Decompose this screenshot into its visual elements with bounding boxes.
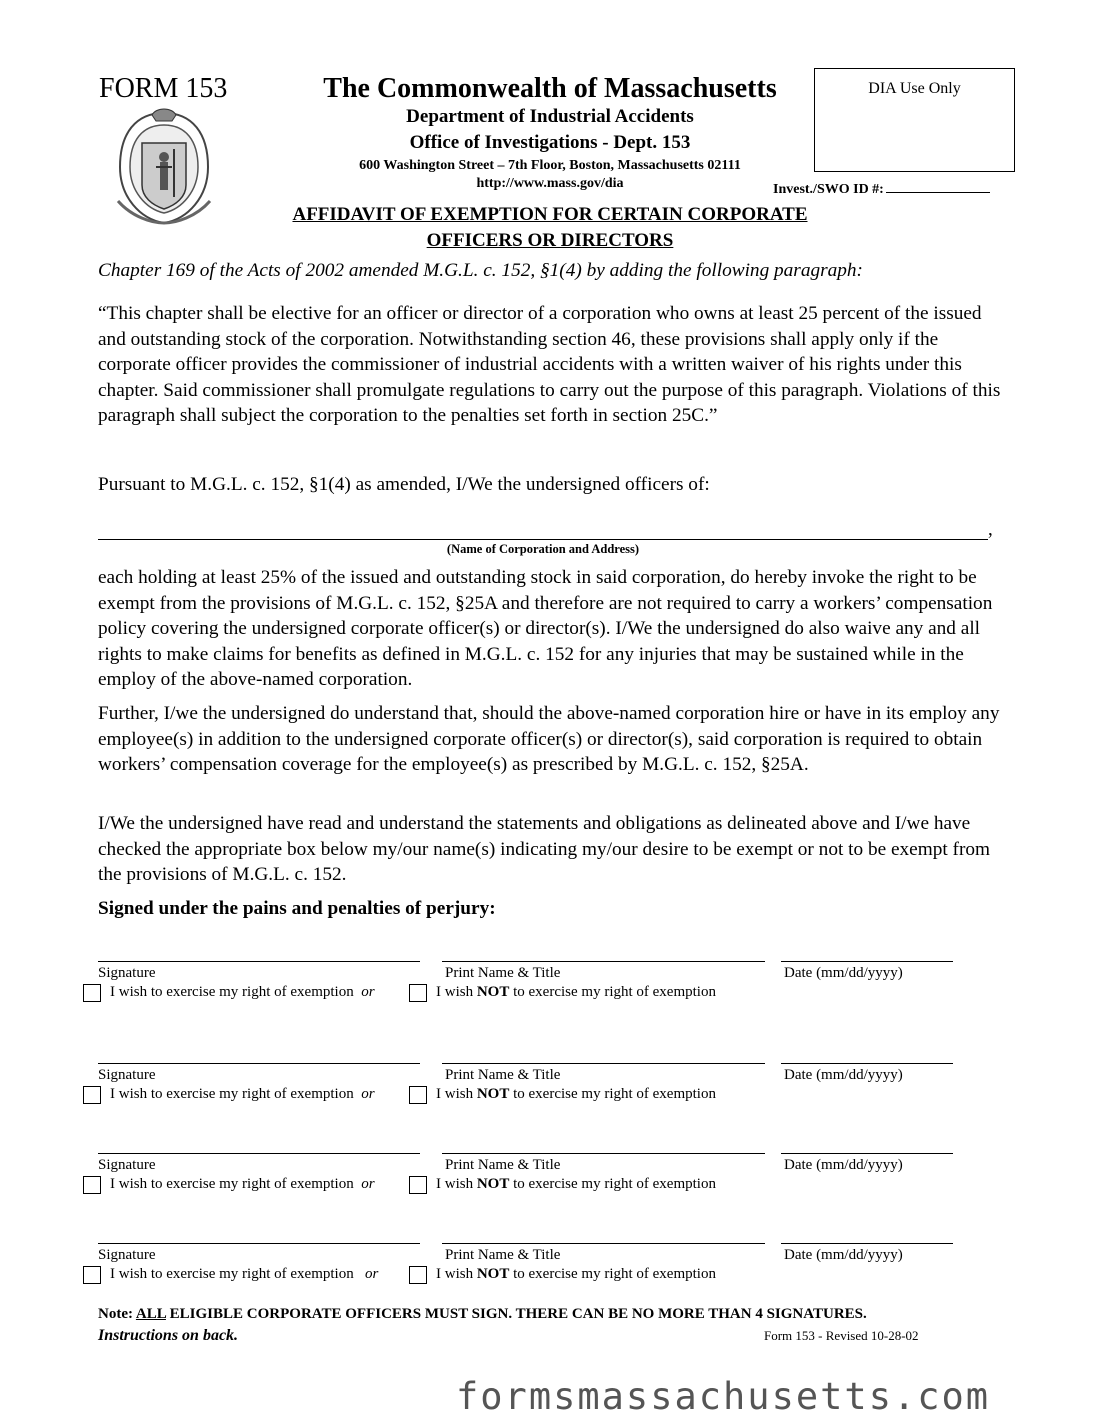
print-name-label: Print Name & Title (445, 1067, 561, 1083)
print-name-label: Print Name & Title (445, 1247, 561, 1263)
page-title: The Commonwealth of Massachusetts (323, 73, 777, 104)
exempt-option (110, 984, 375, 1001)
not-prefix: I wish (436, 984, 474, 1000)
not-prefix: I wish (436, 1176, 474, 1192)
date-line[interactable] (781, 1063, 953, 1064)
office-address: 600 Washington Street – 7th Floor, Boston, Massachusetts 02111 (359, 158, 741, 173)
signature-block (0, 1243, 1097, 1303)
perjury-statement: Signed under the pains and penalties of perjury: (98, 898, 496, 919)
exempt-option-label: I wish to exercise my right of exemption (110, 1176, 354, 1192)
print-name-line[interactable] (442, 1063, 765, 1064)
exempt-checkbox[interactable] (83, 1176, 101, 1194)
heading-line-2: OFFICERS OR DIRECTORS (426, 230, 674, 251)
intro-text: Chapter 169 of the Acts of 2002 amended M.G.L. c. 152, §1(4) by adding the following paragraph: (98, 260, 863, 281)
affidavit-heading (200, 202, 900, 254)
signature-block (0, 961, 1097, 1021)
statute-quote: “This chapter shall be elective for an officer or director of a corporation who owns at least 25 percent of the issued and outstanding stock of the corporation. Notwithstanding section 46, these provisions shall apply only if the corporate officer provides the commissioner of industrial accidents with a written waiver of his rights under this chapter. Said commissioner shall promulgate regulations to carry out the purpose of this paragraph. Violations of this paragraph shall subject the corporation to the penalties set forth in section 25C.” (98, 303, 1001, 426)
not-exempt-option (436, 1266, 716, 1283)
date-line[interactable] (781, 961, 953, 962)
not-word: NOT (476, 1176, 510, 1192)
signature-block (0, 1063, 1097, 1123)
exempt-checkbox[interactable] (83, 1086, 101, 1104)
corporation-name-field[interactable] (98, 521, 988, 540)
dia-use-only-label: DIA Use Only (868, 80, 961, 97)
not-suffix: to exercise my right of exemption (513, 1176, 716, 1192)
heading-line-1: AFFIDAVIT OF EXEMPTION FOR CERTAIN CORPORATE (292, 204, 808, 225)
not-suffix: to exercise my right of exemption (513, 1266, 716, 1282)
date-label: Date (mm/dd/yyyy) (784, 965, 903, 981)
date-line[interactable] (781, 1243, 953, 1244)
not-prefix: I wish (436, 1266, 474, 1282)
invest-id-blank[interactable] (886, 180, 990, 193)
note-prefix: Note: (98, 1306, 136, 1322)
acknowledgement-paragraph: I/We the undersigned have read and understand the statements and obligations as delineated above and I/we have checked the appropriate box below my/our name(s) indicating my/our desire to be exempt or not to be exempt from the provisions of M.G.L. c. 152. (98, 813, 991, 885)
print-name-line[interactable] (442, 961, 765, 962)
not-exempt-option (436, 1086, 716, 1103)
not-word: NOT (476, 984, 510, 1000)
signature-block (0, 1153, 1097, 1213)
print-name-line[interactable] (442, 1243, 765, 1244)
date-label: Date (mm/dd/yyyy) (784, 1067, 903, 1083)
corporation-comma: , (988, 519, 993, 540)
not-word: NOT (476, 1086, 510, 1102)
signature-label: Signature (98, 1157, 156, 1173)
department-name: Department of Industrial Accidents (406, 106, 694, 127)
invest-id-label: Invest./SWO ID #: (773, 182, 884, 197)
date-label: Date (mm/dd/yyyy) (784, 1247, 903, 1263)
or-label: or (361, 1086, 375, 1102)
not-word: NOT (476, 1266, 510, 1282)
note-all: ALL (135, 1306, 166, 1322)
date-line[interactable] (781, 1153, 953, 1154)
signature-label: Signature (98, 1067, 156, 1083)
or-label: or (364, 1266, 379, 1282)
or-label: or (361, 1176, 375, 1192)
or-label: or (361, 984, 375, 1000)
exempt-option (110, 1176, 375, 1193)
not-exempt-checkbox[interactable] (409, 1086, 427, 1104)
website-url[interactable]: http://www.mass.gov/dia (476, 176, 624, 191)
note-instructions: Instructions on back. (98, 1327, 239, 1344)
exempt-checkbox[interactable] (83, 1266, 101, 1284)
signature-label: Signature (98, 1247, 156, 1263)
not-exempt-option (436, 1176, 716, 1193)
invest-id-field[interactable] (773, 180, 990, 198)
not-suffix: to exercise my right of exemption (513, 984, 716, 1000)
print-name-label: Print Name & Title (445, 965, 561, 981)
signature-line[interactable] (98, 1063, 420, 1064)
exempt-option-label: I wish to exercise my right of exemption (110, 1086, 354, 1102)
print-name-label: Print Name & Title (445, 1157, 561, 1173)
dia-use-only-box (814, 68, 1015, 172)
signature-label: Signature (98, 965, 156, 981)
signature-line[interactable] (98, 961, 420, 962)
exempt-option (110, 1266, 378, 1283)
not-exempt-option (436, 984, 716, 1001)
exempt-checkbox[interactable] (83, 984, 101, 1002)
not-exempt-checkbox[interactable] (409, 1266, 427, 1284)
date-label: Date (mm/dd/yyyy) (784, 1157, 903, 1173)
not-prefix: I wish (436, 1086, 474, 1102)
exempt-option-label: I wish to exercise my right of exemption (110, 984, 354, 1000)
watermark: formsmassachusetts.com (456, 1375, 991, 1418)
pursuant-text: Pursuant to M.G.L. c. 152, §1(4) as amended, I/We the undersigned officers of: (98, 474, 710, 495)
not-exempt-checkbox[interactable] (409, 984, 427, 1002)
note-text: ELIGIBLE CORPORATE OFFICERS MUST SIGN. THERE CAN BE NO MORE THAN 4 SIGNATURES. (165, 1306, 867, 1322)
form-number: FORM 153 (99, 73, 228, 104)
print-name-line[interactable] (442, 1153, 765, 1154)
corporation-field-label: (Name of Corporation and Address) (446, 542, 640, 556)
not-exempt-checkbox[interactable] (409, 1176, 427, 1194)
exempt-option (110, 1086, 375, 1103)
employee-paragraph: Further, I/we the undersigned do understand that, should the above-named corporation hire or have in its employ any employee(s) in addition to the undersigned corporate officer(s) or director(s), said corporation is required to obtain workers’ compensation coverage for the employee(s) as prescribed by M.G.L. c. 152, §25A. (98, 703, 1000, 775)
signature-line[interactable] (98, 1243, 420, 1244)
signature-line[interactable] (98, 1153, 420, 1154)
exemption-paragraph: each holding at least 25% of the issued and outstanding stock in said corporation, do hereby invoke the right to be exempt from the provisions of M.G.L. c. 152, §25A and therefore are not required to carry a workers’ compensation policy covering the undersigned corporate officer(s) or director(s). I/We the undersigned do also waive any and all rights to make claims for benefits as defined in M.G.L. c. 152 for any injuries that may be sustained while in the employ of the above-named corporation. (98, 567, 993, 690)
form-revision: Form 153 - Revised 10-28-02 (764, 1328, 919, 1343)
office-name: Office of Investigations - Dept. 153 (409, 132, 691, 153)
not-suffix: to exercise my right of exemption (513, 1086, 716, 1102)
exempt-option-label: I wish to exercise my right of exemption (110, 1266, 354, 1282)
